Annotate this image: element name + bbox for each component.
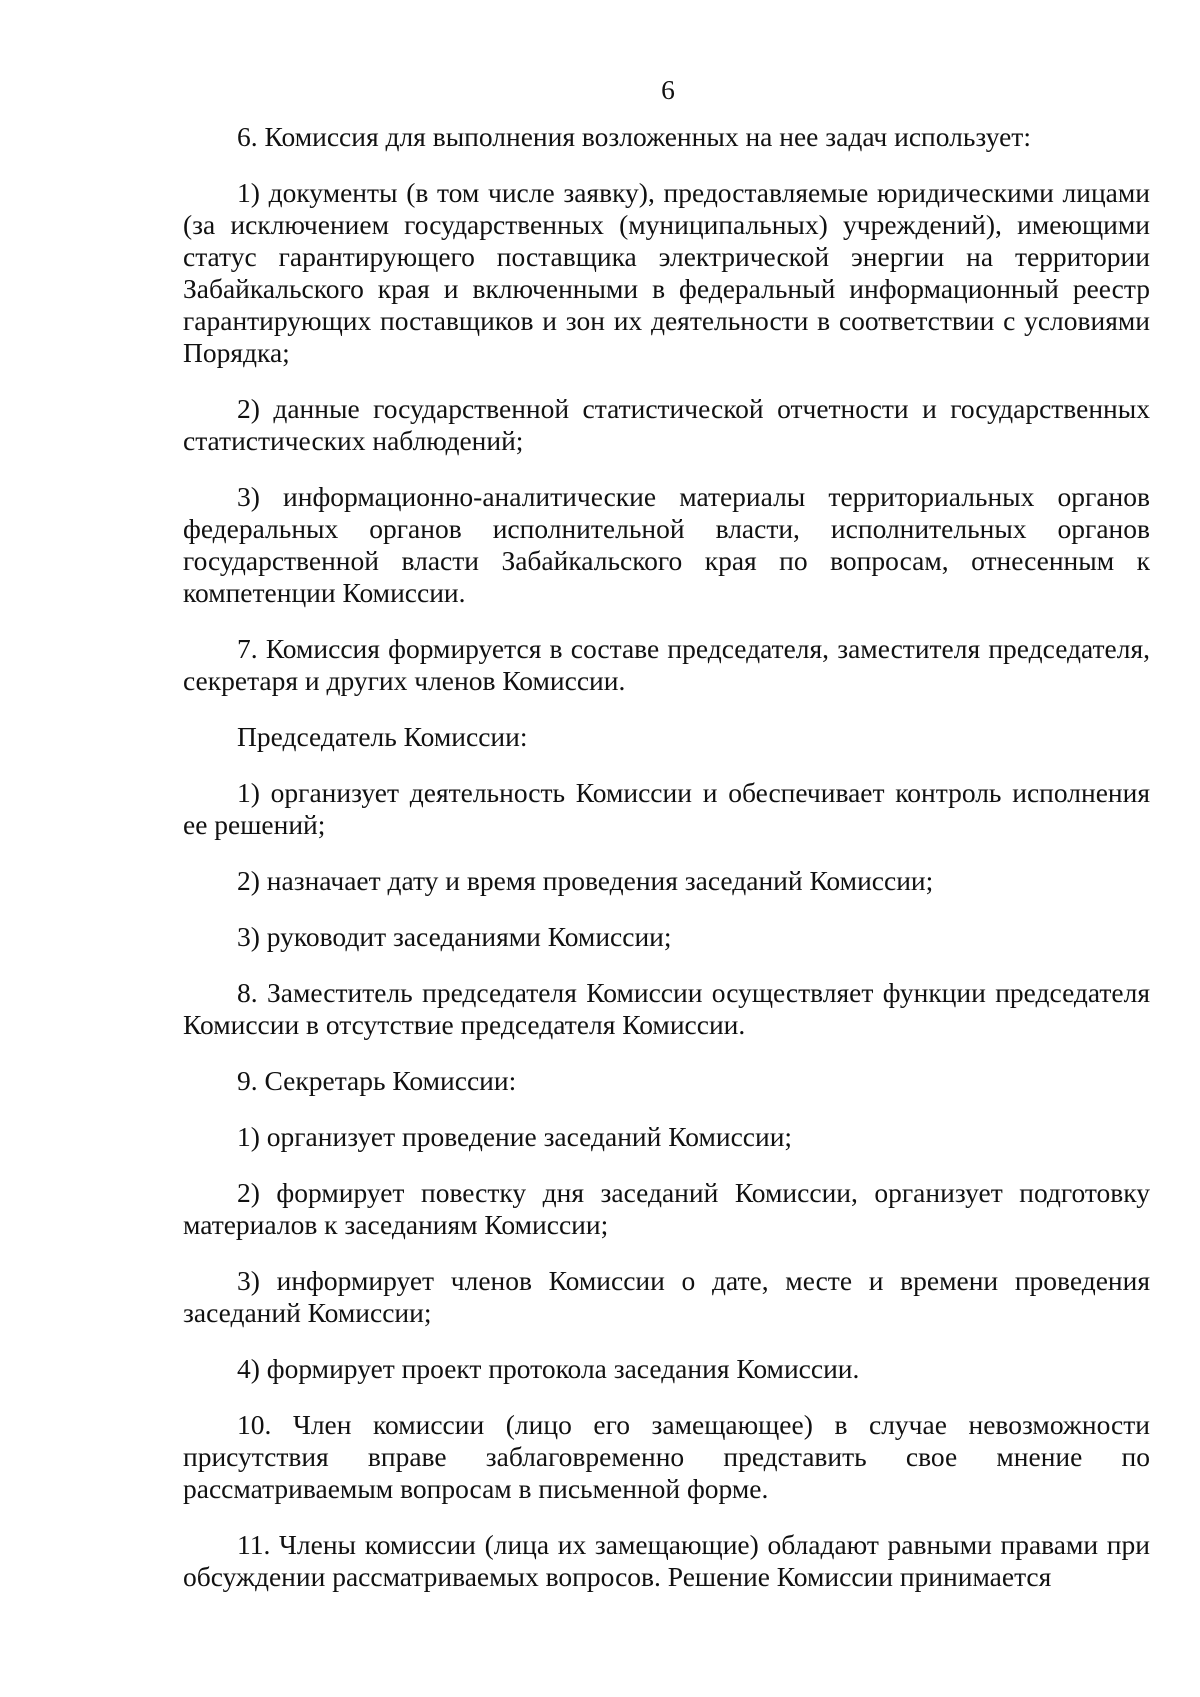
paragraph-11: 11. Члены комиссии (лица их замещающие) обладают равными правами при обсуждении рассматриваемых вопросов. Решение Комиссии принимается	[183, 1529, 1150, 1592]
chairman-item-3: 3) руководит заседаниями Комиссии;	[237, 921, 672, 952]
paragraph-8: 8. Заместитель председателя Комиссии осуществляет функции председателя Комиссии в отсутствие председателя Комиссии.	[183, 977, 1150, 1040]
document-body	[183, 121, 1150, 1617]
secretary-item-2: 2) формирует повестку дня заседаний Комиссии, организует подготовку материалов к заседаниям Комиссии;	[183, 1177, 1150, 1240]
secretary-item-4: 4) формирует проект протокола заседания Комиссии.	[237, 1353, 860, 1384]
paragraph-6-item-1: 1) документы (в том числе заявку), предоставляемые юридическими лицами (за исключением государственных (муниципальных) учреждений), имеющими статус гарантирующего поставщика электрической энергии на территории Забайкальского края и включенными в федеральный информационный реестр гарантирующих поставщиков и зон их деятельности в соответствии с условиями Порядка;	[183, 177, 1150, 368]
paragraph-6-item-2: 2) данные государственной статистической отчетности и государственных статистических наблюдений;	[183, 393, 1150, 456]
chairman-item-2: 2) назначает дату и время проведения заседаний Комиссии;	[237, 865, 934, 896]
secretary-item-3: 3) информирует членов Комиссии о дате, месте и времени проведения заседаний Комиссии;	[183, 1265, 1150, 1328]
page-number: 6	[661, 74, 675, 105]
paragraph-6-item-3: 3) информационно-аналитические материалы территориальных органов федеральных органов исполнительной власти, исполнительных органов государственной власти Забайкальского края по вопросам, отнесенным к компетенции Комиссии.	[183, 481, 1150, 608]
paragraph-6: 6. Комиссия для выполнения возложенных на нее задач использует:	[237, 121, 1031, 152]
paragraph-10: 10. Член комиссии (лицо его замещающее) в случае невозможности присутствия вправе заблаговременно представить свое мнение по рассматриваемым вопросам в письменной форме.	[183, 1409, 1150, 1504]
chairman-item-1: 1) организует деятельность Комиссии и обеспечивает контроль исполнения ее решений;	[183, 777, 1150, 840]
secretary-item-1: 1) организует проведение заседаний Комиссии;	[237, 1121, 793, 1152]
paragraph-9: 9. Секретарь Комиссии:	[237, 1065, 517, 1096]
chairman-heading: Председатель Комиссии:	[237, 721, 528, 752]
paragraph-7: 7. Комиссия формируется в составе председателя, заместителя председателя, секретаря и других членов Комиссии.	[183, 633, 1150, 696]
